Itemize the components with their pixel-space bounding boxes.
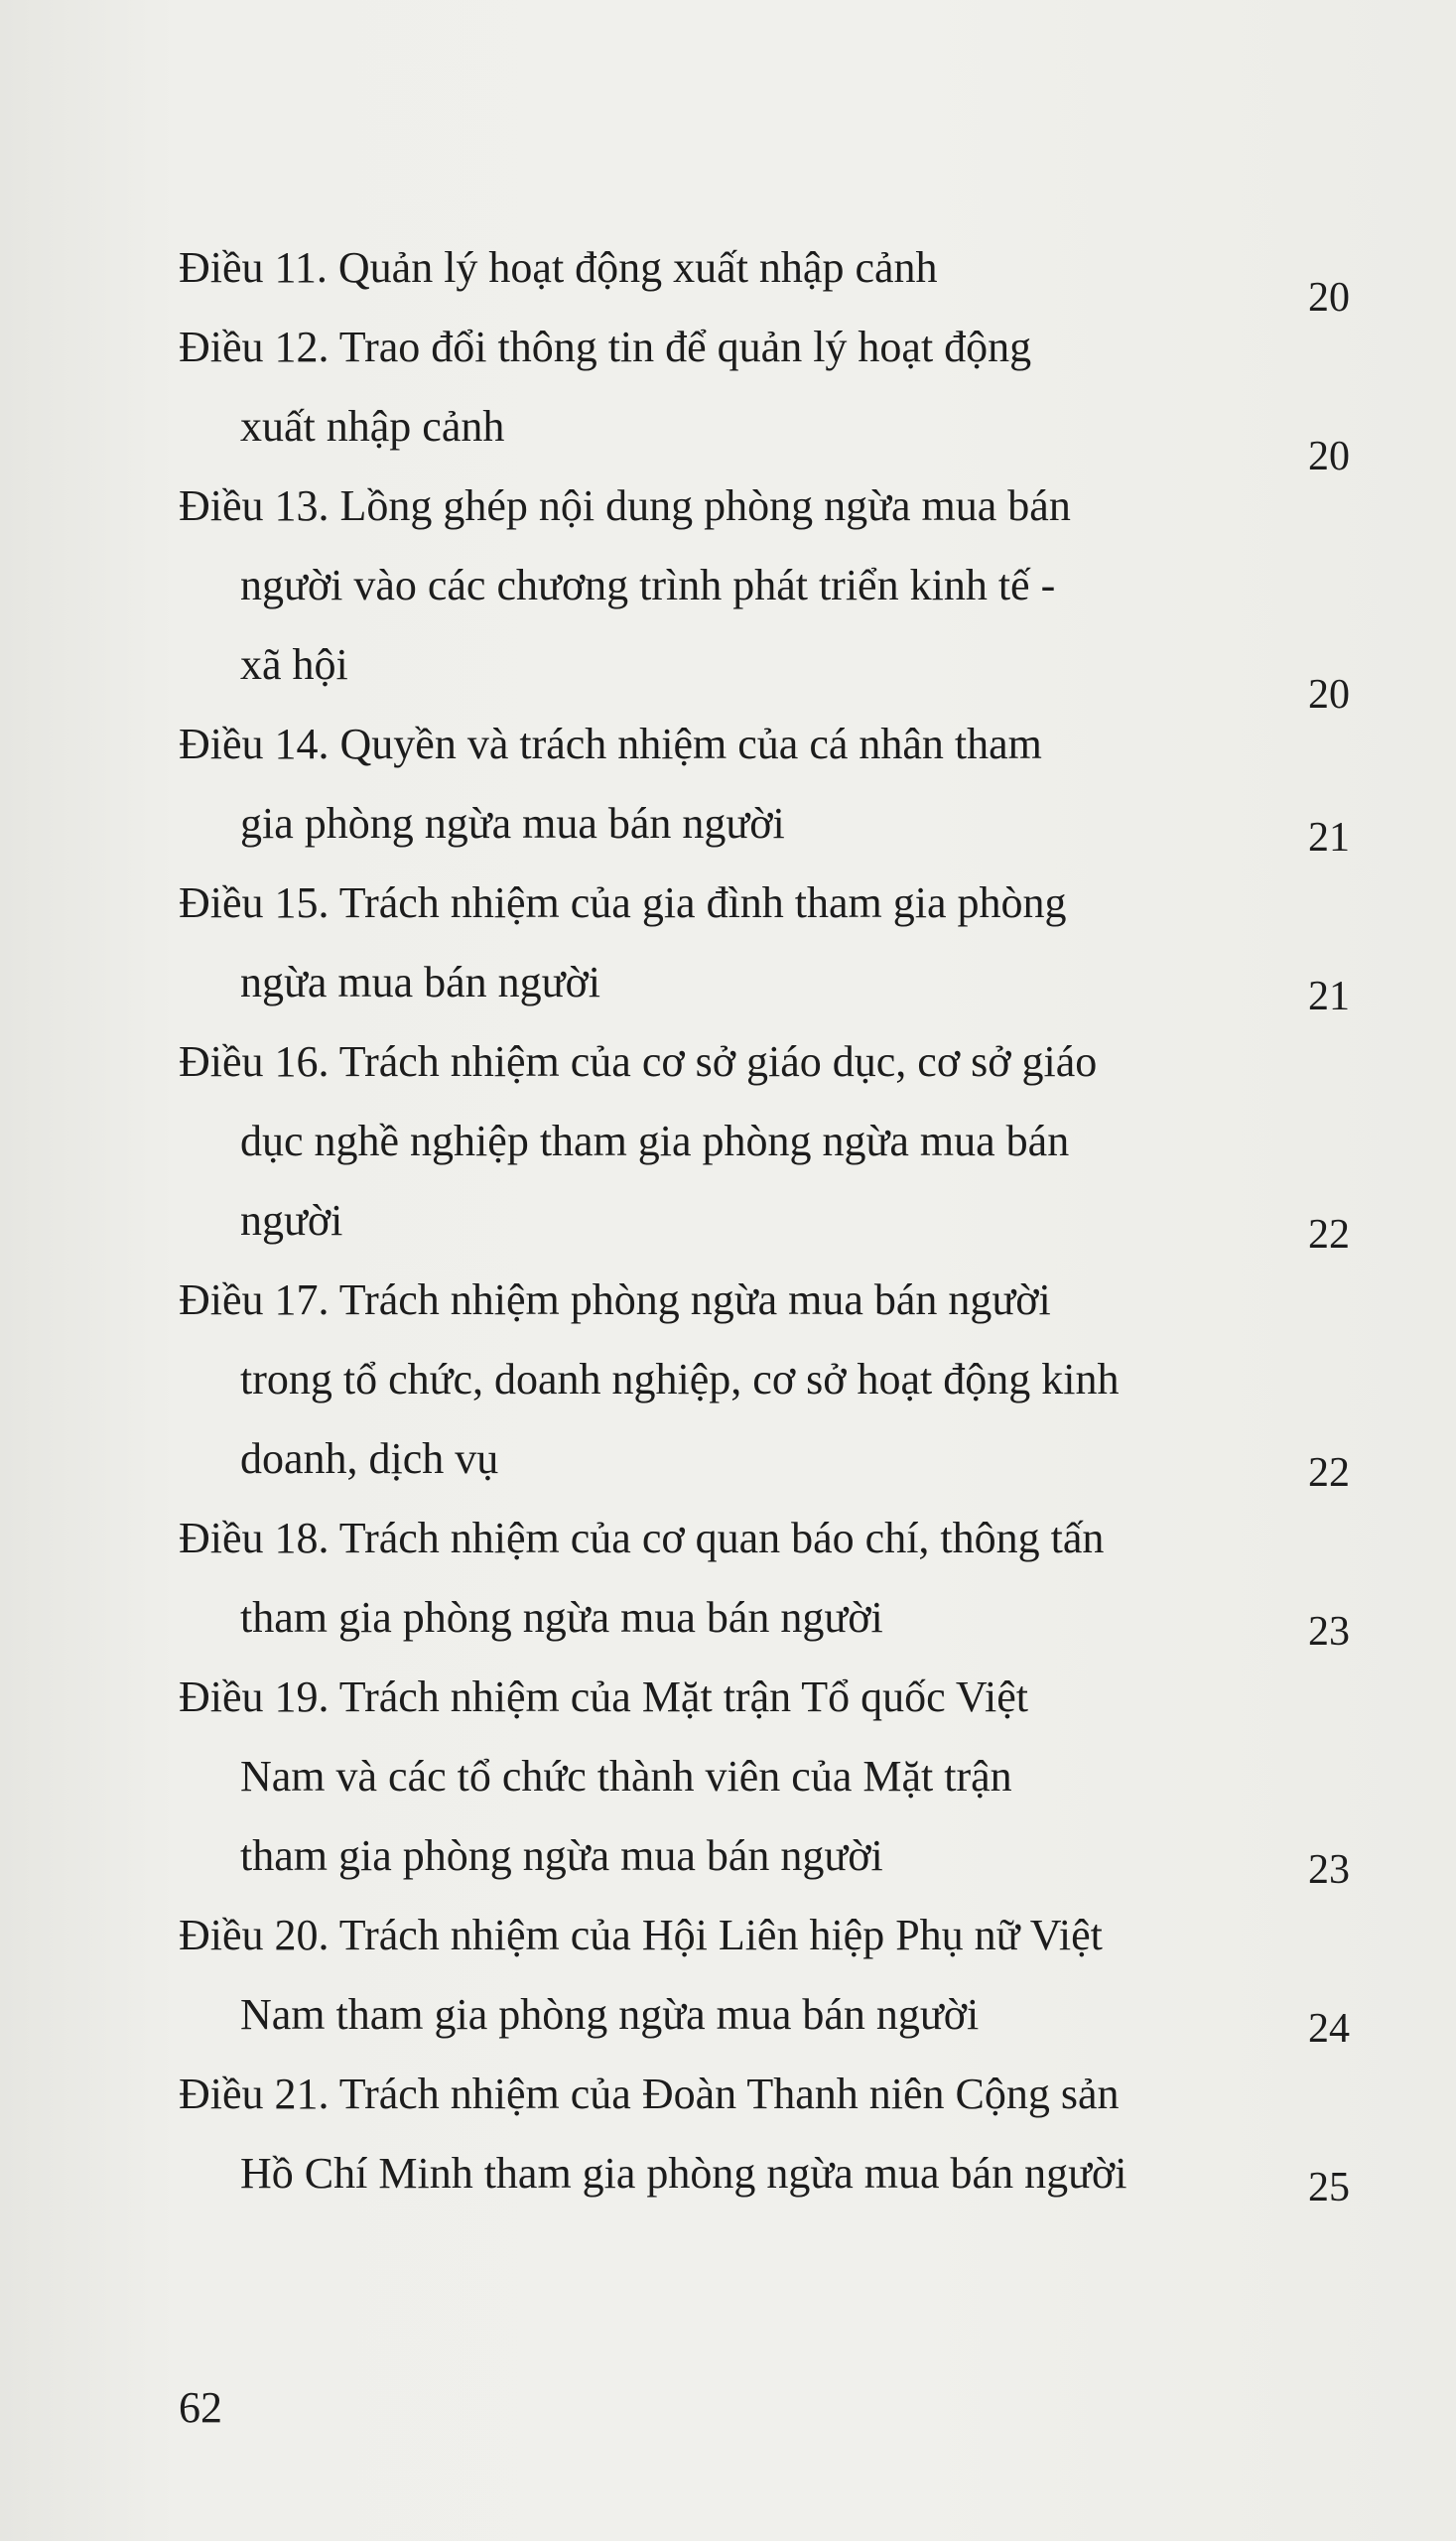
toc-entry-title: Điều 20. Trách nhiệm của Hội Liên hiệp Phụ nữ Việt — [179, 1911, 1103, 1959]
toc-entry-page-number: 22 — [1308, 1450, 1350, 1496]
table-of-contents — [179, 228, 1350, 2213]
toc-entry-page-number: 20 — [1308, 434, 1350, 479]
toc-entry — [179, 1658, 1350, 1896]
toc-entry-continuation: tham gia phòng ngừa mua bán người — [240, 1831, 883, 1880]
toc-entry-continuation: trong tổ chức, doanh nghiệp, cơ sở hoạt động kinh — [240, 1355, 1120, 1404]
toc-entry — [179, 1022, 1350, 1261]
toc-entry — [179, 864, 1350, 1022]
toc-entry-title: Điều 15. Trách nhiệm của gia đình tham gia phòng — [179, 878, 1067, 927]
toc-entry-title: Điều 13. Lồng ghép nội dung phòng ngừa mua bán — [179, 481, 1071, 530]
toc-entry-continuation: dục nghề nghiệp tham gia phòng ngừa mua bán — [240, 1117, 1070, 1165]
toc-entry-page-number: 23 — [1308, 1609, 1350, 1655]
toc-entry-continuation: Nam tham gia phòng ngừa mua bán người — [240, 1990, 980, 2039]
toc-entry — [179, 1896, 1350, 2055]
toc-entry — [179, 705, 1350, 864]
toc-entry — [179, 1499, 1350, 1658]
toc-entry-continuation: ngừa mua bán người — [240, 958, 600, 1006]
toc-entry-continuation: tham gia phòng ngừa mua bán người — [240, 1593, 883, 1642]
toc-entry-title: Điều 17. Trách nhiệm phòng ngừa mua bán người — [179, 1275, 1051, 1324]
toc-entry-page-number: 20 — [1308, 672, 1350, 718]
toc-entry-continuation: xuất nhập cảnh — [240, 402, 505, 451]
toc-entry-title: Điều 18. Trách nhiệm của cơ quan báo chí, thông tấn — [179, 1514, 1105, 1562]
toc-entry-page-number: 21 — [1308, 974, 1350, 1019]
toc-entry-page-number: 24 — [1308, 2006, 1350, 2052]
toc-entry-title: Điều 19. Trách nhiệm của Mặt trận Tổ quốc Việt — [179, 1672, 1029, 1721]
toc-entry-continuation: xã hội — [240, 640, 348, 689]
toc-entry — [179, 467, 1350, 718]
toc-entry — [179, 2055, 1350, 2213]
toc-entry-continuation: Hồ Chí Minh tham gia phòng ngừa mua bán người — [240, 2149, 1127, 2198]
toc-entry-title: Điều 16. Trách nhiệm của cơ sở giáo dục, cơ sở giáo — [179, 1037, 1098, 1086]
toc-entry-continuation: người vào các chương trình phát triển kinh tế - — [240, 561, 1056, 609]
toc-entry-continuation: gia phòng ngừa mua bán người — [240, 799, 785, 848]
toc-entry-title: Điều 21. Trách nhiệm của Đoàn Thanh niên Cộng sản — [179, 2070, 1120, 2118]
toc-entry-page-number: 21 — [1308, 815, 1350, 861]
toc-entry-title: Điều 12. Trao đổi thông tin để quản lý hoạt động — [179, 323, 1032, 371]
toc-entry-page-number: 20 — [1308, 275, 1350, 321]
toc-entry — [179, 308, 1350, 479]
toc-entry-page-number: 23 — [1308, 1847, 1350, 1893]
toc-entry-continuation: doanh, dịch vụ — [240, 1434, 499, 1483]
toc-entry-title: Điều 14. Quyền và trách nhiệm của cá nhân tham — [179, 720, 1042, 768]
toc-entry — [179, 228, 1350, 321]
toc-entry — [179, 1261, 1350, 1499]
page-number: 62 — [179, 2383, 222, 2432]
toc-entry-continuation: Nam và các tổ chức thành viên của Mặt trận — [240, 1752, 1012, 1801]
toc-entry-page-number: 25 — [1308, 2165, 1350, 2210]
toc-entry-page-number: 22 — [1308, 1212, 1350, 1258]
toc-entry-continuation: người — [240, 1196, 343, 1245]
toc-entry-title: Điều 11. Quản lý hoạt động xuất nhập cảnh — [179, 243, 938, 292]
